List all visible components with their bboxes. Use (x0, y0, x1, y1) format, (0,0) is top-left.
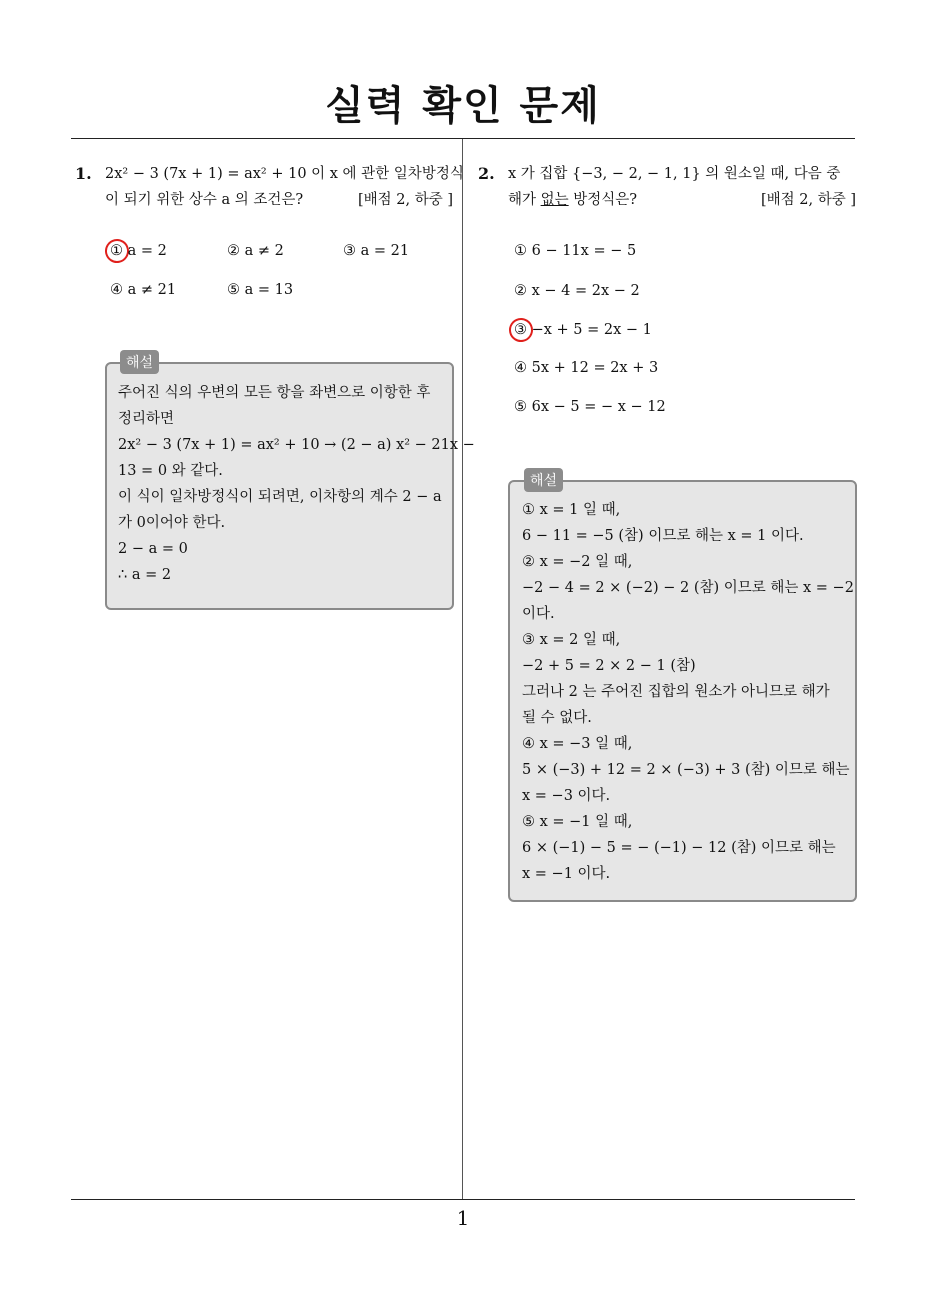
q2-solution-line: −2 − 4 = 2 × (−2) − 2 (참) 이므로 해는 x = −2 (522, 580, 854, 596)
question-2-line2-pre: 해가 (508, 192, 541, 208)
column-divider (462, 139, 463, 1200)
question-2-meta: [배점 2, 하중 ] (760, 192, 856, 208)
q1-choice-2[interactable]: ② a ≠ 2 (227, 243, 284, 259)
q2-solution-line: 5 × (−3) + 12 = 2 × (−3) + 3 (참) 이므로 해는 (522, 762, 850, 778)
q1-solution-line: 가 0이어야 한다. (118, 515, 226, 531)
question-1-line2: 이 되기 위한 상수 a 의 조건은? (105, 192, 304, 208)
question-2-line2-post: 방정식은? (568, 192, 638, 208)
question-2-line1: x 가 집합 {−3, − 2, − 1, 1} 의 원소일 때, 다음 중 (508, 166, 841, 182)
q2-solution-line: 이다. (522, 606, 555, 622)
q1-solution-line: 주어진 식의 우변의 모든 항을 좌변으로 이항한 후 (118, 385, 431, 401)
q1-solution-line: 정리하면 (118, 411, 175, 427)
page-number: 1 (456, 1206, 470, 1230)
q1-solution-line: 2x² − 3 (7x + 1) = ax² + 10 → (2 − a) x² − 21x − (118, 437, 475, 453)
question-1-line1: 2x² − 3 (7x + 1) = ax² + 10 이 x 에 관한 일차방정식 (105, 166, 464, 182)
q2-solution-line: 될 수 없다. (522, 710, 592, 726)
q1-choice-1[interactable]: ① a = 2 (110, 243, 167, 259)
q2-choice-3[interactable]: ③ −x + 5 = 2x − 1 (514, 322, 652, 338)
q1-solution-line: 2 − a = 0 (118, 541, 188, 557)
q2-solution-line: ② x = −2 일 때, (522, 554, 633, 570)
question-1-meta: [배점 2, 하중 ] (357, 192, 453, 208)
question-2-line2-row (508, 187, 856, 213)
q2-solution-line: ⑤ x = −1 일 때, (522, 814, 633, 830)
q2-solution-line: −2 + 5 = 2 × 2 − 1 (참) (522, 658, 696, 674)
q2-solution-line: ④ x = −3 일 때, (522, 736, 633, 752)
q2-choice-1[interactable]: ① 6 − 11x = − 5 (514, 243, 637, 259)
q2-solution-line: 6 × (−1) − 5 = − (−1) − 12 (참) 이므로 해는 (522, 840, 836, 856)
question-1-line2-row (105, 187, 453, 213)
q2-solution-line: ③ x = 2 일 때, (522, 632, 621, 648)
question-1-number: 1. (75, 164, 92, 183)
question-2-underlined-word: 없는 (540, 192, 569, 208)
q2-solution-line: ① x = 1 일 때, (522, 502, 621, 518)
q2-choice-4[interactable]: ④ 5x + 12 = 2x + 3 (514, 360, 659, 376)
q1-solution-line: 13 = 0 와 같다. (118, 463, 223, 479)
page-title: 실력 확인 문제 (325, 83, 601, 129)
q2-solution-line: 그러나 2 는 주어진 집합의 원소가 아니므로 해가 (522, 684, 830, 700)
q1-solution-line: 이 식이 일차방정식이 되려면, 이차항의 계수 2 − a (118, 489, 442, 505)
q1-solution-text (118, 380, 475, 588)
q1-solution-tag: 해설 (120, 350, 159, 374)
q2-solution-text (522, 497, 854, 887)
q1-choice-5[interactable]: ⑤ a = 13 (227, 282, 294, 298)
question-1-text (105, 161, 464, 213)
bottom-rule (71, 1199, 855, 1200)
question-2-number: 2. (478, 164, 495, 183)
q2-choice-5[interactable]: ⑤ 6x − 5 = − x − 12 (514, 399, 666, 415)
question-2-text (508, 161, 856, 213)
q1-choice-3[interactable]: ③ a = 21 (343, 243, 410, 259)
q2-solution-line: x = −3 이다. (522, 788, 611, 804)
q2-choice-2[interactable]: ② x − 4 = 2x − 2 (514, 283, 640, 299)
top-rule (71, 138, 855, 139)
q2-solution-line: 6 − 11 = −5 (참) 이므로 해는 x = 1 이다. (522, 528, 804, 544)
q2-solution-tag: 해설 (524, 468, 563, 492)
q1-choice-4[interactable]: ④ a ≠ 21 (110, 282, 177, 298)
q2-solution-line: x = −1 이다. (522, 866, 611, 882)
q1-solution-line: ∴ a = 2 (118, 567, 172, 583)
